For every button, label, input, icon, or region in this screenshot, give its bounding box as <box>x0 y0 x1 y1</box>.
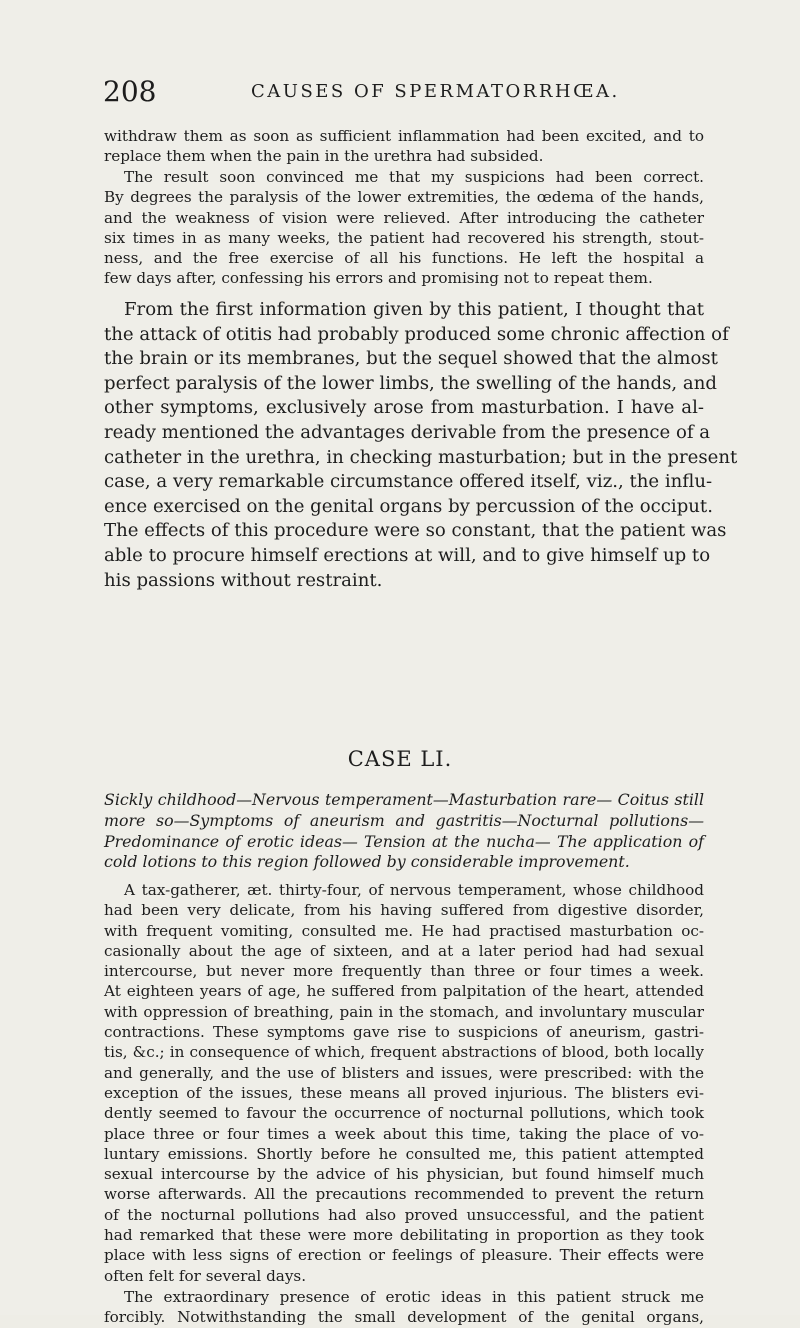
text-line: worse afterwards. All the precautions recommended to prevent the return <box>104 1185 704 1204</box>
text-line: replace them when the pain in the urethra had subsided. <box>104 147 544 166</box>
text-line: A tax-gatherer, æt. thirty-four, of nervous temperament, whose childhood <box>124 881 704 899</box>
text-line: often felt for several days. <box>104 1266 307 1285</box>
text-line: other symptoms, exclusively arose from masturbation. I have al- <box>104 397 704 419</box>
text-line: the brain or its membranes, but the sequel showed that the almost <box>104 348 718 370</box>
page-header <box>103 72 705 112</box>
text-line: At eighteen years of age, he suffered from palpitation of the heart, attended <box>104 982 704 1001</box>
text-line: exception of the issues, these means all proved injurious. The blisters evi- <box>104 1083 704 1102</box>
text-line: withdraw them as soon as sufficient inflammation had been excited, and to <box>104 127 704 145</box>
running-head: CAUSES OF SPERMATORRHŒA. <box>251 81 620 102</box>
text-line: had been very delicate, from his having suffered from digestive disorder, <box>104 901 704 920</box>
final-paragraph <box>104 1287 704 1328</box>
text-line: had remarked that these were more debilitating in proportion as they took <box>104 1226 704 1245</box>
text-line: ready mentioned the advantages derivable from the presence of a <box>104 421 711 443</box>
text-line: contractions. These symptoms gave rise to suspicions of aneurism, gastri- <box>104 1023 704 1042</box>
text-line: place three or four times a week about this time, taking the place of vo- <box>104 1124 704 1143</box>
text-line: dently seemed to favour the occurrence of nocturnal pollutions, which took <box>104 1104 704 1123</box>
text-line: able to procure himself erections at will, and to give himself up to <box>104 544 711 566</box>
text-line: luntary emissions. Shortly before he consulted me, this patient attempted <box>104 1144 704 1163</box>
text-line: the attack of otitis had probably produced some chronic affection of <box>104 323 729 345</box>
text-line: The result soon convinced me that my suspicions had been correct. <box>124 168 704 186</box>
summary-line: Sickly childhood—Nervous temperament—Masturbation rare— Coitus still <box>104 790 704 809</box>
text-line: few days after, confessing his errors and promising not to repeat them. <box>104 269 653 288</box>
text-line: The effects of this procedure were so constant, that the patient was <box>104 520 727 542</box>
page-number: 208 <box>103 75 157 108</box>
text-line: The extraordinary presence of erotic ideas in this patient struck me <box>124 1288 704 1306</box>
text-line: ness, and the free exercise of all his functions. He left the hospital a <box>104 249 704 268</box>
text-line: By degrees the paralysis of the lower extremities, the œdema of the hands, <box>104 188 704 207</box>
text-line: forcibly. Notwithstanding the small development of the genital organs, <box>104 1308 704 1327</box>
text-line: with frequent vomiting, consulted me. He had practised masturbation oc- <box>104 921 704 940</box>
case-summary <box>104 790 704 873</box>
text-line: of the nocturnal pollutions had also proved unsuccessful, and the patient <box>104 1205 704 1224</box>
text-line: catheter in the urethra, in checking masturbation; but in the present <box>104 446 738 468</box>
text-line: case, a very remarkable circumstance offered itself, viz., the influ- <box>104 471 713 493</box>
summary-line: more so—Symptoms of aneurism and gastritis—Nocturnal pollutions— <box>104 810 704 830</box>
case-title: CASE LI. <box>347 747 453 771</box>
text-line: ence exercised on the genital organs by percussion of the occiput. <box>104 495 713 517</box>
summary-line: cold lotions to this region followed by considerable improvement. <box>104 852 630 872</box>
text-line: perfect paralysis of the lower limbs, the swelling of the hands, and <box>104 372 717 394</box>
result-paragraph <box>104 167 704 289</box>
text-line: casionally about the age of sixteen, and at a later period had had sexual <box>104 941 704 960</box>
text-line: six times in as many weeks, the patient had recovered his strength, stout- <box>104 228 704 247</box>
case-paragraph <box>104 880 704 1286</box>
text-line: with oppression of breathing, pain in the stomach, and involuntary muscular <box>104 1002 704 1021</box>
summary-line: Predominance of erotic ideas— Tension at the nucha— The application of <box>104 831 704 851</box>
text-line: sexual intercourse by the advice of his physician, but found himself much <box>104 1165 704 1184</box>
continuation-paragraph <box>104 126 704 167</box>
text-line: place with less signs of erection or feelings of pleasure. Their effects were <box>104 1246 704 1265</box>
text-line: and generally, and the use of blisters and issues, were prescribed: with the <box>104 1063 704 1082</box>
text-line: intercourse, but never more frequently than three or four times a week. <box>104 962 704 981</box>
text-line: his passions without restraint. <box>104 569 383 591</box>
text-line: From the first information given by this patient, I thought that <box>124 299 704 320</box>
text-line: and the weakness of vision were relieved. After introducing the catheter <box>104 208 704 227</box>
commentary-paragraph <box>104 298 738 593</box>
text-line: tis, &c.; in consequence of which, frequent abstractions of blood, both locally <box>104 1043 704 1062</box>
